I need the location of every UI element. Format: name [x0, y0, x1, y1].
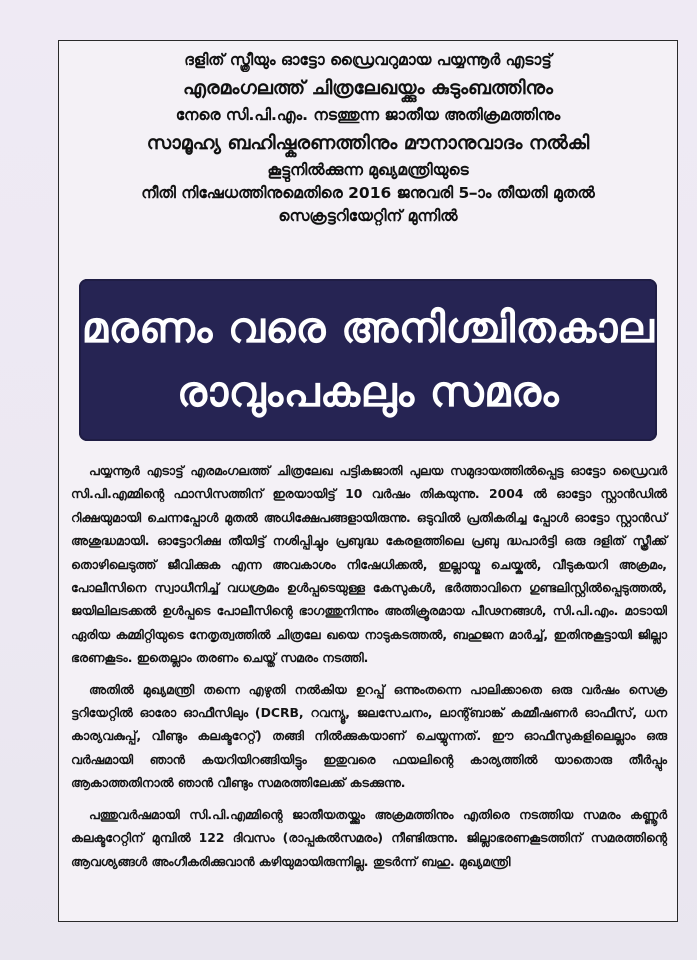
banner-line-2: രാവുംപകലും സമരം [176, 367, 560, 416]
body-paragraph-2: അതിൽ മുഖ്യമന്ത്രി തന്നെ എഴുതി നൽകിയ ഉറപ്പ് ഒന്നുംതന്നെ പാലിക്കാതെ ഒരു വർഷം സെക്ര ട്ടറിയേറ്റിൽ ഓരോ ഓഫീസിലും (DCRB, റവന്യൂ, ജലസേചനം, ലാന്റ്ബാങ്ക് കമ്മീഷണർ ഓഫീസ്, ധന കാര്യവകുപ്പ്, വീണ്ടും കലക്ടറേറ്റ്) തങ്ങി നിൽക്കുകയാണ് ചെയ്യുന്നത്. ഈ ഓഫീസുകളിലെല്ലാം ഒരു വർഷമായി ഞാൻ കയറിയിറങ്ങിയിട്ടും ഇതുവരെ ഫയലിന്റെ കാര്യത്തിൽ യാതൊരു തീർപ്പും ആകാത്തതിനാൽ ഞാൻ വീണ്ടും സമരത്തിലേക്ക് കടക്കുന്നു. [71, 681, 667, 791]
body-paragraph-1: പയ്യന്നൂർ എടാട്ട് എരമംഗലത്ത് ചിത്രലേഖ പട്ടികജാതി പുലയ സമുദായത്തിൽപ്പെട്ട ഓട്ടോ ഡ്രൈവർ സി.പി.എമ്മിന്റെ ഫാസിസത്തിന് ഇരയായിട്ട് 10 വർഷം തികയുന്നു. 2004 ൽ ഓട്ടോ സ്റ്റാൻഡിൽ റിക്ഷയുമായി ചെന്നപ്പോൾ മുതൽ അധിക്ഷേപങ്ങളായിരുന്നു. ഒടുവിൽ പ്രതികരിച്ച പ്പോൾ ഓട്ടോ സ്റ്റാൻഡ് അശുദ്ധമായി. ഓട്ടോറിക്ഷ തീയിട്ട് നശിപ്പിച്ചും പ്രബുദ്ധ കേരളത്തിലെ പ്രബു ദ്ധപാർട്ടി ഒരു ദളിത് സ്ത്രീക്ക് തൊഴിലെടുത്ത് ജീവിക്കുക എന്ന അവകാശം നിഷേധിക്കൽ, ഇല്ലായ്മ ചെയ്കൽ, വീടുകയറി അക്രമം, പോലീസിനെ സ്വാധീനിച്ച് വധശ്രമം ഉൾപ്പടെയുള്ള കേസുകൾ, ഭർത്താവിനെ ഗുണ്ടലിസ്റ്റിൽപ്പെടുത്തൽ, ജയിലിലടക്കൽ ഉൾപ്പടെ പോലീസിന്റെ ഭാഗത്തുനിന്നും അതിക്രൂരമായ പീഢനങ്ങൾ, സി.പി.എം. മാടായി ഏരിയ കമ്മിറ്റിയുടെ നേതൃത്വത്തിൽ ചിത്രലേ ഖയെ നാടുകടത്തൽ, ബഹുജന മാർച്ച്, ഇതിനുകൂട്ടായി ജില്ലാ ഭരണകൂടം. ഇതെല്ലാം തരണം ചെയ്ത് സമരം നടത്തി. [71, 463, 667, 666]
poster-frame [58, 40, 678, 922]
header-line-4: സാമൂഹ്യ ബഹിഷ്കരണത്തിനും മൗനാനുവാദം നൽകി [146, 132, 590, 154]
header-line-2: എരമംഗലത്ത് ചിത്രലേഖയ്ക്കും കുടുംബത്തിനും [182, 77, 553, 99]
header-line-5: കൂട്ടുനിൽക്കുന്ന മുഖ്യമന്ത്രിയുടെ [267, 161, 469, 179]
header-line-6: നീതി നിഷേധത്തിനുമെതിരെ 2016 ജനുവരി 5–ാം തീയതി മുതൽ [141, 184, 595, 202]
header-line-7: സെക്രട്ടറിയേറ്റിന് മുന്നിൽ [278, 207, 458, 225]
banner-line-1: മരണം വരെ അനിശ്ചിതകാല [81, 303, 655, 352]
poster-header [59, 49, 677, 228]
strike-banner [79, 279, 657, 441]
header-line-1: ദളിത് സ്ത്രീയും ഓട്ടോ ഡ്രൈവറുമായ പയ്യന്നൂർ എടാട്ട് [184, 51, 552, 69]
poster-body [71, 459, 667, 881]
body-paragraph-3: പത്തുവർഷമായി സി.പി.എമ്മിന്റെ ജാതീയതയ്ക്കും അക്രമത്തിനും എതിരെ നടത്തിയ സമരം കണ്ണൂർ കലക്ടറേറ്റിന് മുമ്പിൽ 122 ദിവസം (രാപ്പകൽസമരം) നീണ്ടിരുന്നു. ജില്ലാഭരണകൂടത്തിന് സമരത്തിന്റെ ആവശ്യങ്ങൾ അംഗീകരിക്കുവാൻ കഴിയുമായിരുന്നില്ല. തുടർന്ന് ബഹു. മുഖ്യമന്ത്രി [71, 806, 667, 869]
header-line-3: നേരെ സി.പി.എം. നടത്തുന്ന ജാതീയ അതിക്രമത്തിനും [175, 106, 561, 124]
